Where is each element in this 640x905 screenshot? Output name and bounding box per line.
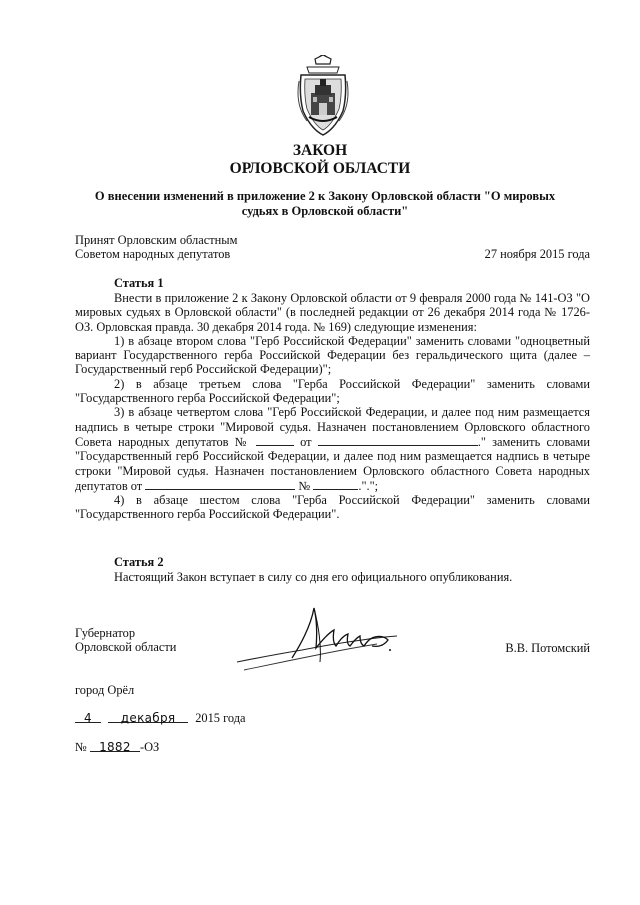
adoption-block: Принят Орловским областным Советом народных депутатов (75, 233, 238, 262)
region-title: ОРЛОВСКОЙ ОБЛАСТИ (229, 160, 411, 177)
law-subtitle: О внесении изменений в приложение 2 к Закону Орловской области "О мировых судьях в Орловской области" (94, 189, 556, 218)
article-1-intro: Внести в приложение 2 к Закону Орловской области от 9 февраля 2000 года № 141-ОЗ "О мировых судьях в Орловской области" (в последней редакции от 26 декабря 2014 года № 1726-ОЗ. Орловская правда. 30 декабря 2014 года. № 169) следующие изменения: (75, 291, 590, 334)
blank-line (318, 434, 478, 446)
signing-date: 4 декабря 2015 года (75, 711, 246, 725)
adoption-date: 27 ноября 2015 года (484, 247, 590, 261)
article-1-heading: Статья 1 (114, 276, 164, 290)
article-2-text: Настоящий Закон вступает в силу со дня его официального опубликования. (114, 570, 513, 584)
law-number-value: 1882 (90, 740, 140, 752)
article-1-body (75, 291, 590, 522)
blank-line (145, 478, 295, 490)
signatory-role: Губернатор Орловской области (75, 626, 177, 655)
signatory-name: В.В. Потомский (505, 641, 590, 655)
article-1-item-1: 1) в абзаце втором слова "Герб Российской Федерации" заменить словами "одноцветный вариант Государственного герба Российской Федерации без геральдического щита (далее – Государственный герб Российской Федерации)"; (75, 333, 590, 377)
article-2-heading: Статья 2 (114, 555, 164, 569)
city: город Орёл (75, 683, 135, 697)
law-title: ЗАКОН (292, 142, 348, 159)
article-1-item-4: 4) в абзаце шестом слова "Герба Российской Федерации" заменить словами "Государственного герба Российской Федерации". (75, 493, 590, 522)
date-month: декабря (108, 711, 188, 723)
coat-of-arms-icon (297, 55, 349, 137)
handwritten-signature (232, 600, 402, 680)
date-day: 4 (75, 711, 101, 723)
article-1-item-2: 2) в абзаце третьем слова "Герба Российской Федерации" заменить словами "Государственного герба Российской Федерации"; (75, 376, 590, 406)
blank-line (256, 434, 294, 446)
blank-line (313, 478, 358, 490)
article-1-item-3: 3) в абзаце четвертом слова "Герб Российской Федерации, и далее под ним размещается надпись в четыре строки "Мировой судья. Назначен постановлением Орловского областного Совета народных депутатов № от ." заменить словами "Государственный герб Российской Федерации, и далее под ним размещается надпись в четыре строки "Мировой судья. Назначен постановлением Орловского областного Совета народных депутатов от № ."."; (75, 405, 590, 493)
law-number: № 1882 -ОЗ (75, 740, 160, 754)
